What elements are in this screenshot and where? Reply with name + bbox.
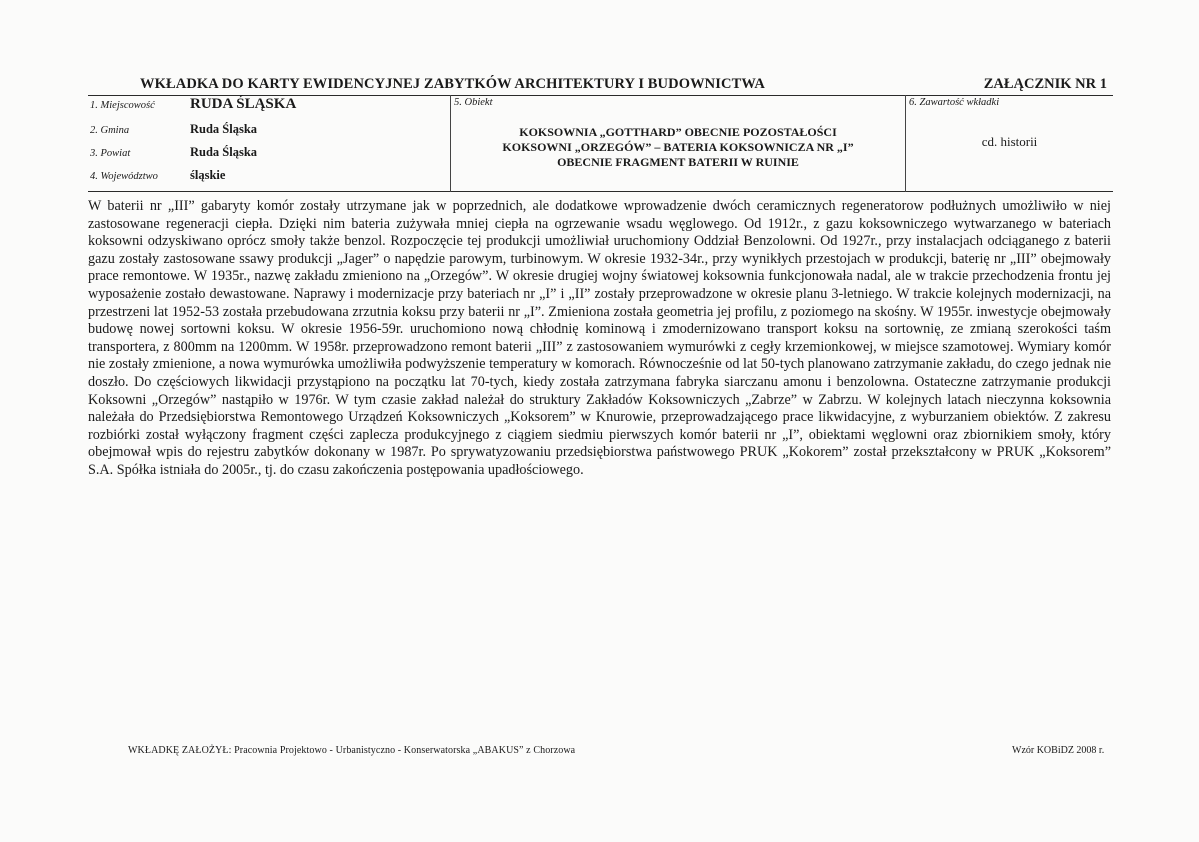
- info-table: [88, 95, 1113, 192]
- object-title: [451, 119, 905, 170]
- wojewodztwo-value: śląskie: [190, 168, 226, 182]
- object-title-line-2: KOKSOWNI „ORZEGÓW” – BATERIA KOKSOWNICZA NR „I”: [502, 140, 854, 154]
- object-cell: [451, 96, 906, 192]
- miejscowosc-label: 1. Miejscowość: [90, 100, 155, 111]
- contents-cell: [906, 96, 1114, 192]
- gmina-label: 2. Gmina: [90, 125, 130, 136]
- gmina-value: Ruda Śląska: [190, 122, 258, 136]
- annex-number: ZAŁĄCZNIK NR 1: [983, 76, 1107, 92]
- footer-template: Wzór KOBiDZ 2008 r.: [1012, 745, 1105, 756]
- contents-label: 6. Zawartość wkładki: [909, 97, 1000, 108]
- location-cell: [88, 96, 451, 192]
- contents-value: cd. historii: [981, 134, 1038, 149]
- document-page: [88, 72, 1111, 480]
- object-label: 5. Obiekt: [454, 97, 493, 108]
- document-header: [88, 72, 1111, 93]
- miejscowosc-value: RUDA ŚLĄSKA: [190, 96, 297, 112]
- object-title-line-3: OBECNIE FRAGMENT BATERII W RUINIE: [557, 155, 799, 169]
- wojewodztwo-row: [88, 168, 450, 191]
- powiat-row: [88, 145, 450, 168]
- history-text: W baterii nr „III” gabaryty komór zostały utrzymane jak w poprzednich, ale dodatkowe wprowadzenie dwóch ceramicznych regeneratorow podłużnych umożliwiło w niej zastosowane regeneracji ciepła. Dzięki nim bateria zużywała mniej ciepła na ogrzewanie wsadu węglowego. Od 1912r., z gazu koksowniczego wytwarzanego w bateriach koksowni odzyskiwano oprócz smoły także benzol. Rozpoczęcie tej produkcji umożliwiał uruchomiony Oddział Benzolowni. Od 1927r., przy instalacjach odciąganego z baterii gazu zostały zastosowane ssawy produkcji „Jager” o napędzie parowym, turbinowym. W okresie 1932-34r., przy wynikłych przestojach w produkcji, baterię nr „III” obejmowały prace remontowe. W 1935r., nazwę zakładu zmieniono na „Orzegów”. W okresie drugiej wojny światowej koksownia funkcjonowała nadal, ale w trakcie przechodzenia frontu jej wyposażenie zostało dewastowane. Naprawy i modernizacje przy bateriach nr „I” i „II” zostały przeprowadzone w okresie planu 3-letniego. W trakcie kolejnych modernizacji, na przestrzeni lat 1952-53 została przebudowana zrzutnia koksu przy baterii nr „I”. Zmieniona została geometria jej profilu, z poziomego na skośny. W 1955r. inwestycje obejmowały budowę nowej sortowni koksu. W okresie 1956-59r. uruchomiono nową chłodnię kominową i zmodernizowano transport koksu na sortownię, ze zmianą szerokości taśm transportera, z 800mm na 1200mm. W 1958r. przeprowadzono remont baterii „III” z zastosowaniem wymurówki z cegły krzemionkowej, w miejsce szamotowej. Wymiary komór nie zostały zmienione, a nowa wymurówka umożliwiła podwyższenie temperatury w komorach. Równocześnie od lat 50-tych planowano zatrzymanie zakładu, do czego jednak nie doszło. Do częściowych likwidacji przystąpiono na początku lat 70-tych, kiedy została zatrzymana fabryka siarczanu amonu i benzolowna. Ostateczne zatrzymanie produkcji Koksowni „Orzegów” nastąpiło w 1976r. W tym czasie zakład należał do struktury Zakładów Koksowniczych „Zabrze” w Zabrzu. W kolejnych latach nieczynna koksownia należała do Przedsiębiorstwa Remontowego Urządzeń Koksowniczych „Koksorem” w Knurowie, przeprowadzającego prace likwidacyjne, z wyburzaniem obiektów. Z zakresu rozbiórki został wyłączony fragment części zaplecza produkcyjnego z ciągiem siedmiu pierwszych komór baterii nr „I”, obiektami węglowni oraz zbiornikiem smoły, który obejmował wpis do rejestru zabytków dokonany w 1987r. Po sprywatyzowaniu przedsiębiorstwa państwowego PRUK „Kokorem” został przekształcony w PRUK „Koksorem” S.A. Spółka istniała do 2005r., tj. do czasu zakończenia postępowania upadłościowego.: [88, 198, 1111, 478]
- wojewodztwo-label: 4. Województwo: [90, 171, 158, 182]
- powiat-label: 3. Powiat: [90, 148, 131, 159]
- object-title-line-1: KOKSOWNIA „GOTTHARD” OBECNIE POZOSTAŁOŚCI: [519, 125, 837, 139]
- footer-author: WKŁADKĘ ZAŁOŻYŁ: Pracownia Projektowo - Urbanistyczno - Konserwatorska „ABAKUS” z Chorzowa: [128, 745, 576, 756]
- miejscowosc-row: [88, 96, 450, 122]
- powiat-value: Ruda Śląska: [190, 145, 258, 159]
- form-title: WKŁADKA DO KARTY EWIDENCYJNEJ ZABYTKÓW ARCHITEKTURY I BUDOWNICTWA: [140, 76, 765, 92]
- gmina-row: [88, 122, 450, 145]
